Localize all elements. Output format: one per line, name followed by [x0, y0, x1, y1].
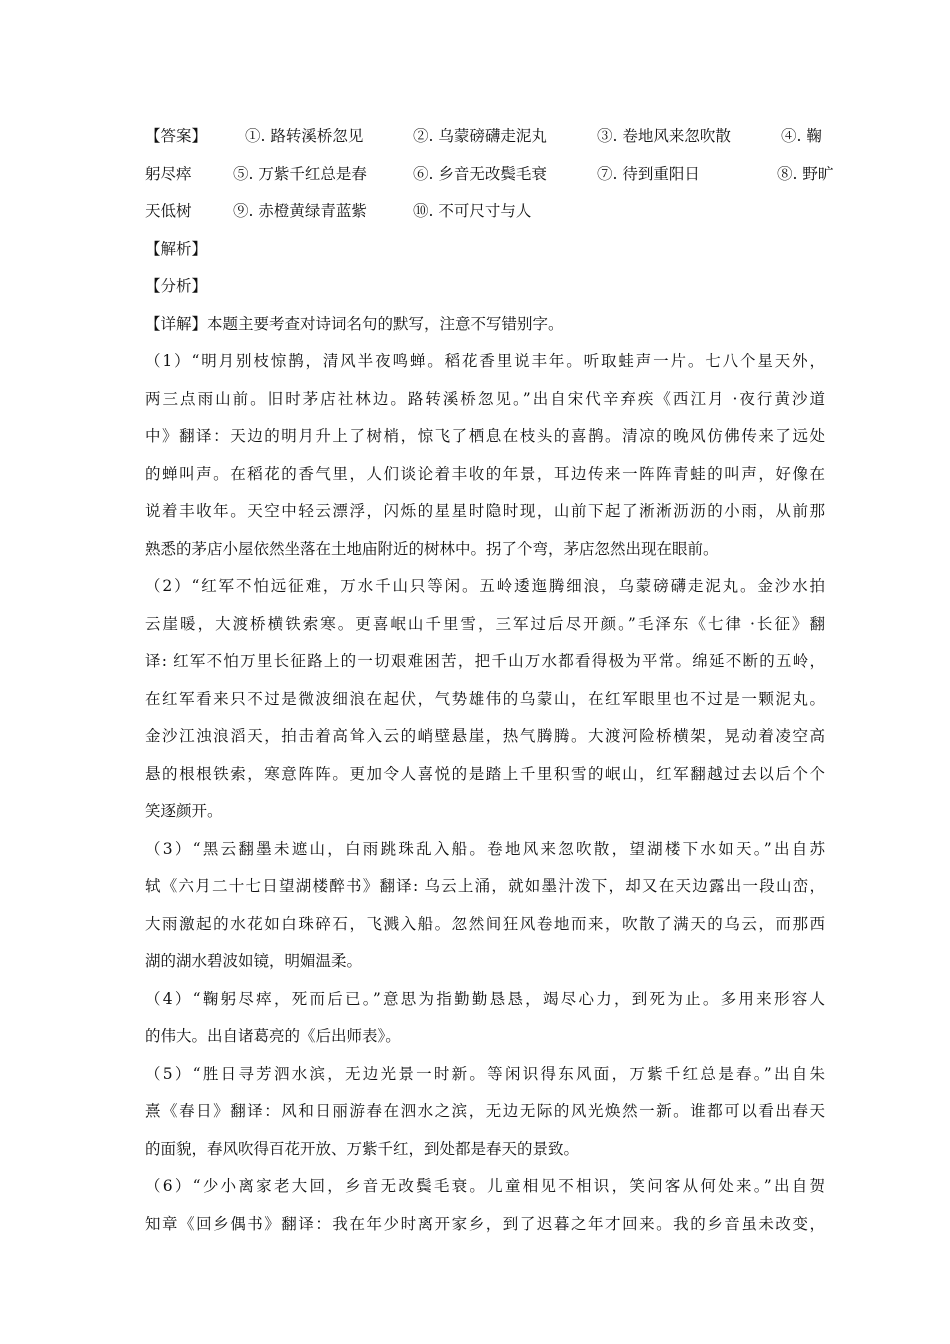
answer-item-6: ⑥. 乡音无改鬓毛衰	[413, 164, 547, 183]
fenxi-heading: 【分析】	[145, 277, 208, 295]
analysis-heading: 【解析】	[145, 239, 208, 258]
answer-item-4: ④. 鞠	[781, 127, 822, 145]
answer-item-10: ⑩. 不可尺寸与人	[413, 202, 532, 220]
paragraph-line: 湖的湖水碧波如镜，明媚温柔。	[145, 952, 363, 970]
paragraph-line: 熟悉的茅店小屋依然坐落在土地庙附近的树林中。拐了个弯，茅店忽然出现在眼前。	[145, 539, 719, 558]
paragraph-line: 的面貌，春风吹得百花开放、万紫千红，到处都是春天的景致。	[145, 1139, 580, 1158]
paragraph-line: 云崖暖，大渡桥横铁索寒。更喜岷山千里雪，三军过后尽开颜。”毛泽东《七律 ·长征》翻	[145, 614, 825, 633]
answer-item-7: ⑦. 待到重阳日	[597, 164, 700, 183]
paragraph-line: 中》翻译：天边的明月升上了树梢，惊飞了栖息在枝头的喜鹊。清凉的晚风仿佛传来了远处	[145, 427, 825, 445]
paragraph-line: （6）“少小离家老大回，乡音无改鬓毛衰。儿童相见不相识，笑问客从何处来。”出自贺	[145, 1177, 825, 1195]
answer-item-3: ③. 卷地风来忽吹散	[597, 127, 731, 145]
paragraph-4	[145, 981, 825, 1056]
paragraph-line: 熹《春日》翻译：风和日丽游春在泗水之滨，无边无际的风光焕然一新。谁都可以看出春天	[145, 1102, 825, 1120]
detail-heading	[145, 306, 825, 344]
paragraph-line: 说着丰收年。天空中轻云漂浮，闪烁的星星时隐时现，山前下起了淅淅沥沥的小雨，从前那	[145, 502, 825, 520]
paragraph-6	[145, 1168, 825, 1243]
answer-label: 【答案】	[145, 127, 208, 145]
paragraph-line: 两三点雨山前。旧时茅店社林边。路转溪桥忽见。”出自宋代辛弃疾《西江月 ·夜行黄沙道	[145, 389, 825, 408]
document-page	[145, 118, 834, 1243]
answer-item-4-cont: 躬尽瘁	[145, 164, 192, 183]
paragraph-line: 在红军看来只不过是微波细浪在起伏，气势雄伟的乌蒙山，在红军眼里也不过是一颗泥丸。	[145, 689, 825, 708]
paragraph-3	[145, 831, 825, 981]
paragraph-line: 的伟大。出自诸葛亮的《后出师表》。	[145, 1027, 401, 1045]
answer-item-8-cont: 天低树	[145, 202, 192, 220]
answer-item-2: ②. 乌蒙磅礴走泥丸	[413, 127, 547, 145]
paragraph-line: （3）“黑云翻墨未遮山，白雨跳珠乱入船。卷地风来忽吹散，望湖楼下水如天。”出自苏	[145, 839, 825, 858]
paragraph-line: （4）“鞠躬尽瘁，死而后已。”意思为指勤勤恳恳，竭尽心力，到死为止。多用来形容人	[145, 989, 825, 1008]
paragraph-line: 译: 红军不怕万里长征路上的一切艰难困苦，把千山万水都看得极为平常。绵延不断的五岭，	[145, 652, 825, 670]
paragraph-line: 悬的根根铁索，寒意阵阵。更加令人喜悦的是踏上千里积雪的岷山，红军翻越过去以后个个	[145, 764, 825, 783]
paragraph-5	[145, 1056, 825, 1169]
paragraph-line: （1）“明月别枝惊鹊，清风半夜鸣蝉。稻花香里说丰年。听取蛙声一片。七八个星天外，	[145, 352, 825, 370]
detail-text: 本题主要考查对诗词名句的默写，注意不写错别字。	[207, 314, 564, 333]
answer-item-9: ⑨. 赤橙黄绿青蓝紫	[233, 202, 367, 220]
paragraph-1	[145, 343, 825, 568]
paragraph-line: 的蝉叫声。在稻花的香气里，人们谈论着丰收的年景，耳边传来一阵阵青蛙的叫声，好像在	[145, 464, 825, 483]
paragraph-line: 金沙江浊浪滔天，拍击着高耸入云的峭壁悬崖，热气腾腾。大渡河险桥横架，晃动着凌空高	[145, 727, 825, 745]
paragraph-2	[145, 568, 825, 831]
paragraph-line: （2）“红军不怕远征难，万水千山只等闲。五岭逶迤腾细浪，乌蒙磅礴走泥丸。金沙水拍	[145, 577, 825, 595]
answer-item-8: ⑧. 野旷	[777, 164, 834, 183]
detail-label: 【详解】	[145, 314, 208, 333]
answer-line-1	[145, 118, 825, 156]
answer-line-2	[145, 156, 834, 194]
paragraph-line: 轼《六月二十七日望湖楼醉书》翻译: 乌云上涌，就如墨汁泼下，却又在天边露出一段山峦，	[145, 877, 825, 895]
answer-item-5: ⑤. 万紫千红总是春	[233, 164, 367, 183]
paragraph-line: 笑逐颜开。	[145, 802, 223, 820]
paragraph-line: 大雨激起的水花如白珠碎石，飞溅入船。忽然间狂风卷地而来，吹散了满天的乌云，而那西	[145, 914, 825, 933]
paragraph-line: （5）“胜日寻芳泗水滨，无边光景一时新。等闲识得东风面，万紫千红总是春。”出自朱	[145, 1064, 825, 1083]
paragraph-line: 知章《回乡偶书》翻译：我在年少时离开家乡，到了迟暮之年才回来。我的乡音虽未改变，	[145, 1214, 825, 1233]
answer-item-1: ①. 路转溪桥忽见	[245, 127, 364, 145]
answer-line-3	[145, 193, 825, 231]
